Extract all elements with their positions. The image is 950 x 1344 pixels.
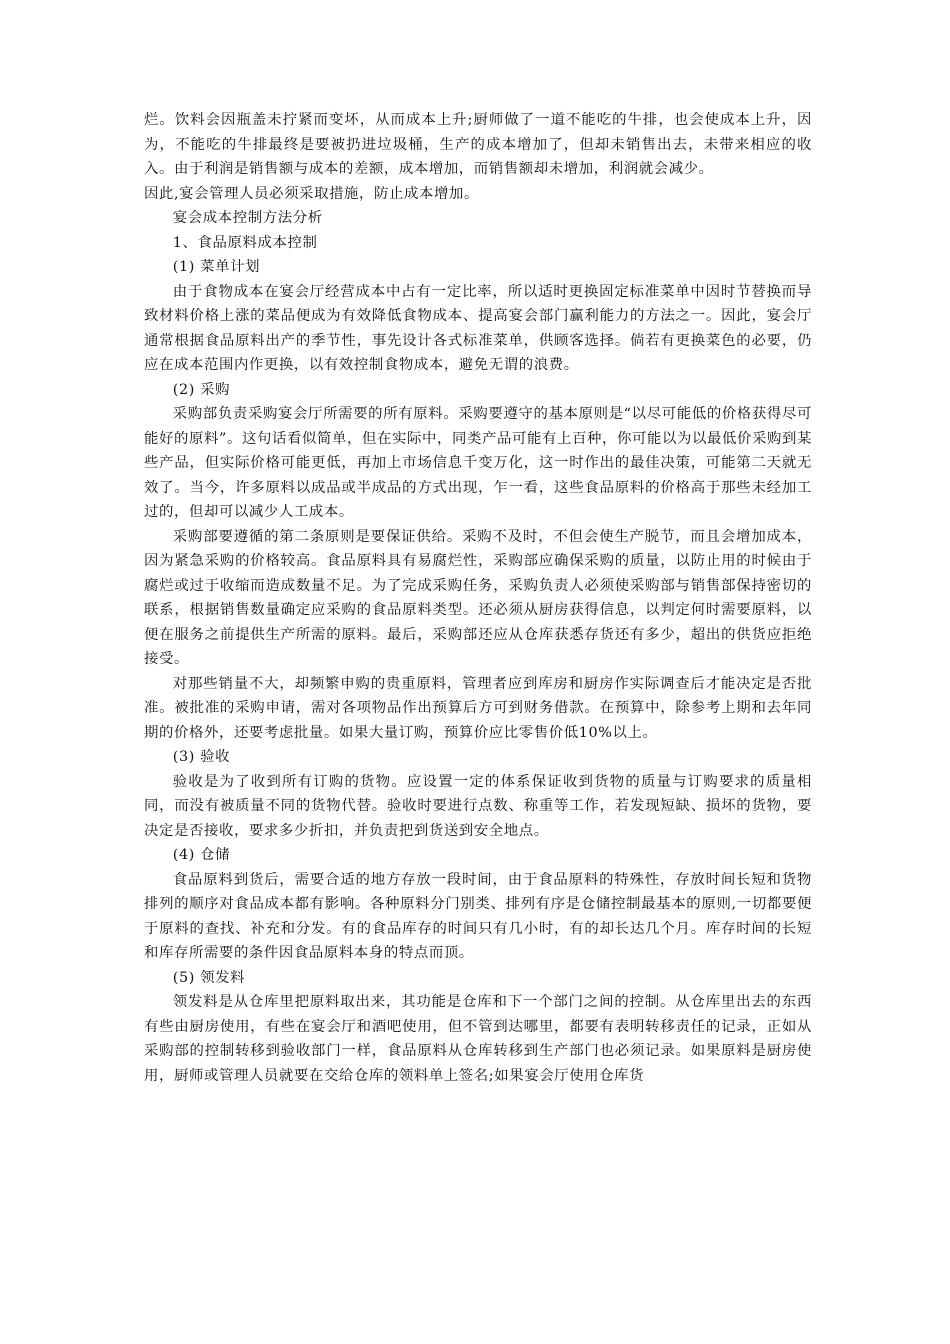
paragraph: 对那些销量不大，却频繁申购的贵重原料，管理者应到库房和厨房作实际调查后才能决定是否批准。被批准的采购申请，需对各项物品作出预算后方可到财务借款。在预算中，除参考上期和去年同期的价格外，还要考虑批量。如果大量订购，预算价应比零售价低10%以上。 (144, 675, 812, 741)
subsection-heading: (2) 采购 (172, 381, 231, 398)
paragraph: 由于食物成本在宴会厅经营成本中占有一定比率，所以适时更换固定标准菜单中因时节替换而导致材料价格上涨的菜品便成为有效降低食物成本、提高宴会部门赢利能力的方法之一。因此，宴会厅通常根据食品原料出产的季节性，事先设计各式标准菜单，供顾客选择。倘若有更换菜色的必要，仍应在成本范围内作更换，以有效控制食物成本，避免无谓的浪费。 (144, 283, 812, 373)
subsection-heading: (3) 验收 (172, 749, 231, 765)
section-heading: 1、食品原料成本控制 (172, 234, 318, 251)
section-heading: 宴会成本控制方法分析 (172, 210, 323, 226)
subsection-heading: (5) 领发料 (172, 969, 246, 986)
paragraph: 采购部要遵循的第二条原则是要保证供给。采购不及时，不但会使生产脱节，而且会增加成本，因为紧急采购的价格较高。食品原料具有易腐烂性，采购部应确保采购的质量，以防止用的时候由于腐烂或过于收缩而造成数量不足。为了完成采购任务，采购负责人必须使采购部与销售部保持密切的联系，根据销售数量确定应采购的食品原料类型。还必须从厨房获得信息，以判定何时需要原料，以便在服务之前提供生产所需的原料。最后，采购部还应从仓库获悉存货还有多少，超出的供货应拒绝接受。 (144, 528, 812, 667)
paragraph: 食品原料到货后，需要合适的地方存放一段时间，由于食品原料的特殊性，存放时间长短和货物排列的顺序对食品成本都有影响。各种原料分门别类、排列有序是仓储控制最基本的原则,一切都要便于原料的查找、补充和分发。有的食品库存的时间只有几小时，有的却长达几个月。库存时间的长短和库存所需要的条件因食品原料本身的特点而顶。 (144, 871, 812, 961)
paragraph: 因此,宴会管理人员必须采取措施，防止成本增加。 (144, 185, 479, 202)
paragraph: 烂。饮料会因瓶盖未拧紧而变坏，从而成本上升;厨师做了一道不能吃的牛排，也会使成本上升，因为，不能吃的牛排最终是要被扔进垃圾桶，生产的成本增加了，但却未销售出去，未带来相应的收入。由于利润是销售额与成本的差额，成本增加，而销售额却未增加，利润就会减少。 (144, 112, 812, 177)
paragraph: 领发料是从仓库里把原料取出来，其功能是仓库和下一个部门之间的控制。从仓库里出去的东西有些由厨房使用，有些在宴会厅和酒吧使用，但不管到达哪里，都要有表明转移责任的记录，正如从采购部的控制转移到验收部门一样，食品原料从仓库转移到生产部门也必须记录。如果原料是厨房使用，厨师或管理人员就要在交给仓库的领料单上签名;如果宴会厅使用仓库货 (144, 994, 812, 1084)
paragraph: 验收是为了收到所有订购的货物。应设置一定的体系保证收到货物的质量与订购要求的质量相同，而没有被质量不同的货物代替。验收时要进行点数、称重等工作，若发现短缺、损坏的货物，要决定是否接收，要求多少折扣，并负责把到货送到安全地点。 (144, 773, 812, 839)
document-page (144, 108, 812, 1088)
subsection-heading: (1) 菜单计划 (172, 259, 261, 275)
paragraph: 采购部负责采购宴会厅所需要的所有原料。采购要遵守的基本原则是“以尽可能低的价格获得尽可能好的原料”。这句话看似简单，但在实际中，同类产品可能有上百种，你可能以为以最低价采购到某些产品，但实际价格可能更低，再加上市场信息千变万化，这一时作出的最佳决策，可能第二天就无效了。当今，许多原料以成品或半成品的方式出现，乍一看，这些食品原料的价格高于那些未经加工过的，但却可以减少人工成本。 (144, 406, 812, 520)
subsection-heading: (4) 仓储 (172, 847, 231, 863)
